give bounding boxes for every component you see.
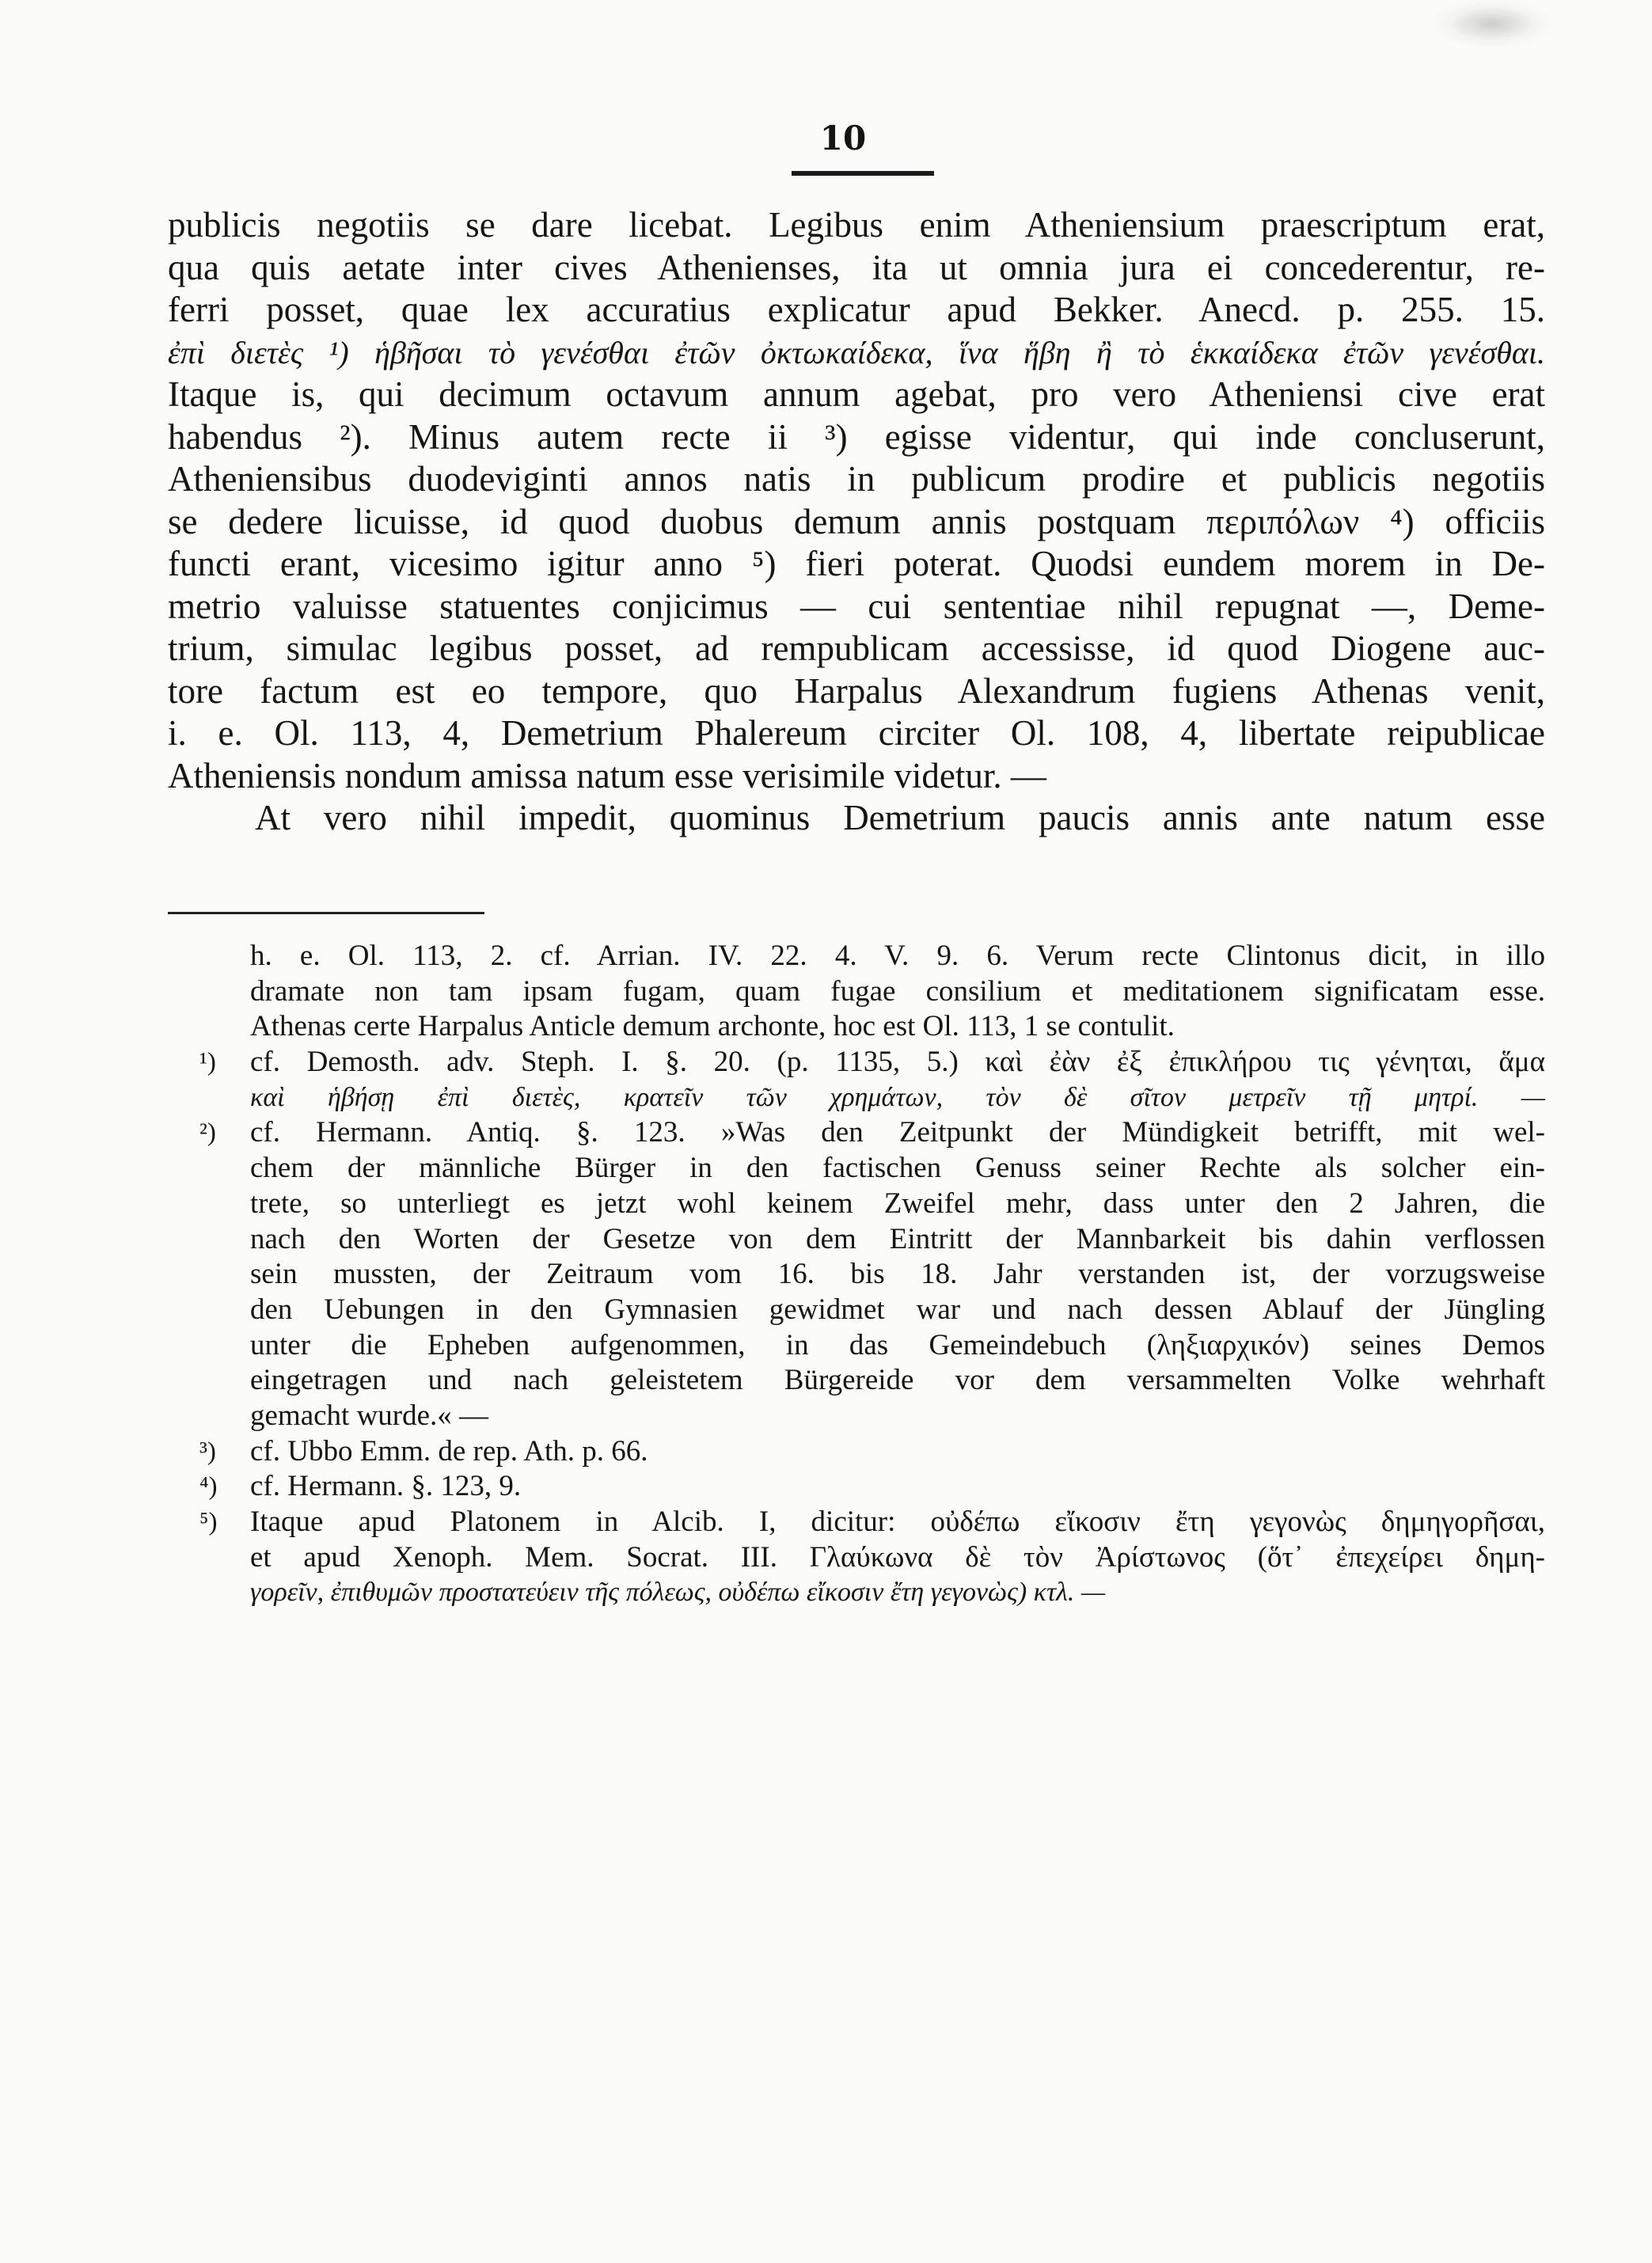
text-line: Atheniensis nondum amissa natum esse verisimile videtur. — — [168, 755, 1046, 795]
text-line: Itaque is, qui decimum octavum annum agebat, pro vero Atheniensi cive erat — [168, 374, 1545, 414]
text-line-greek: ἐπὶ διετὲς ¹) ἡβῆσαι τὸ γενέσθαι ἐτῶν ὀκτωκαίδεκα, ἵνα ἥβη ἢ τὸ ἑκκαίδεκα ἐτῶν γενέσθαι. — [168, 334, 1545, 370]
footnote-line — [168, 1045, 1545, 1080]
footnote-line — [168, 1434, 1545, 1470]
page-number: 10 — [819, 119, 867, 158]
footnote-text: cf. Hermann. §. 123, 9. — [250, 1470, 522, 1503]
ink-blot — [1433, 0, 1551, 47]
footnote-line: h. e. Ol. 113, 2. cf. Arrian. IV. 22. 4. V. 9. 6. Verum recte Clintonus dicit, in illo — [250, 940, 1545, 972]
footnote-marker: ⁵) — [199, 1508, 218, 1536]
text-line: habendus ²). Minus autem recte ii ³) egisse videntur, qui inde concluserunt, — [168, 416, 1545, 457]
footnote-line — [168, 1505, 1545, 1540]
footnote-marker: ¹) — [199, 1048, 216, 1077]
footnote-marker: ²) — [199, 1118, 216, 1148]
footnote-text: cf. Ubbo Emm. de rep. Ath. p. 66. — [250, 1434, 648, 1468]
footnote-line: eingetragen und nach geleistetem Bürgereide vor dem versammelten Volke wehrhaft — [250, 1364, 1545, 1397]
text-line: Atheniensibus duodeviginti annos natis in publicum prodire et publicis negotiis — [168, 459, 1545, 499]
footnote-line: chem der männliche Bürger in den factischen Genuss seiner Rechte als solcher ein- — [250, 1152, 1545, 1185]
text-line: publicis negotiis se dare licebat. Legibus enim Atheniensium praescriptum erat, — [168, 205, 1545, 245]
text-line: qua quis aetate inter cives Athenienses, ita ut omnia jura ei concederentur, re- — [168, 247, 1545, 287]
footnote-line-greek: γορεῖν, ἐπιθυμῶν προστατεύειν τῆς πόλεως, οὐδέπω εἴκοσιν ἔτη γεγονὼς) κτλ. — — [250, 1578, 1106, 1608]
text-line: i. e. Ol. 113, 4, Demetrium Phalereum circiter Ol. 108, 4, libertate reipublicae — [168, 713, 1545, 753]
text-line-paragraph-start: At vero nihil impedit, quominus Demetrium paucis annis ante natum esse — [255, 798, 1545, 837]
footnote-text: Itaque apud Platonem in Alcib. I, dicitur: οὐδέπω εἴκοσιν ἔτη γεγονὼς δημηγορῆσαι, — [250, 1506, 1545, 1538]
footnote-line: unter die Epheben aufgenommen, in das Gemeindebuch (ληξιαρχικόν) seines Demos — [250, 1328, 1545, 1361]
footnote-line — [168, 1469, 1545, 1505]
footnote-line: et apud Xenoph. Mem. Socrat. III. Γλαύκωνα δὲ τὸν Ἀρίστωνος (ὅτ᾽ ἐπεχείρει δημη- — [250, 1540, 1545, 1574]
footnote-separator — [168, 912, 484, 914]
text-line: tore factum est eo tempore, quo Harpalus Alexandrum fugiens Athenas venit, — [168, 670, 1545, 711]
footnote-line: den Uebungen in den Gymnasien gewidmet war und nach dessen Ablauf der Jüngling — [250, 1293, 1545, 1326]
footnote-line: nach den Worten der Gesetze von dem Eintritt der Mannbarkeit bis dahin verflossen — [250, 1222, 1545, 1255]
footnote-marker: ⁴) — [199, 1472, 218, 1502]
footnote-text: cf. Demosth. adv. Steph. I. §. 20. (p. 1135, 5.) καὶ ἐὰν ἐξ ἐπικλήρου τις γένηται, ἅμα — [250, 1046, 1545, 1079]
page-number-rule — [792, 171, 934, 176]
text-line: metrio valuisse statuentes conjicimus — cui sententiae nihil repugnat —, Deme- — [168, 586, 1545, 626]
text-line: trium, simulac legibus posset, ad rempublicam accessisse, id quod Diogene auc- — [168, 628, 1545, 668]
footnote-line: dramate non tam ipsam fugam, quam fugae consilium et meditationem significatam esse. — [250, 974, 1545, 1008]
footnote-line: trete, so unterliegt es jetzt wohl keinem Zweifel mehr, dass unter den 2 Jahren, die — [250, 1187, 1545, 1220]
footnote-line: gemacht wurde.« — — [250, 1399, 489, 1432]
text-line: functi erant, vicesimo igitur anno ⁵) fieri poterat. Quodsi eundem morem in De- — [168, 544, 1545, 583]
footnote-line: Athenas certe Harpalus Anticle demum archonte, hoc est Ol. 113, 1 se contulit. — [250, 1010, 1175, 1043]
footnote-line-greek: καὶ ἡβήσῃ ἐπὶ διετὲς, κρατεῖν τῶν χρημάτων, τὸν δὲ σῖτον μετρεῖν τῇ μητρί. — — [250, 1082, 1545, 1112]
main-text-block — [168, 204, 1545, 840]
footnote-line — [168, 1115, 1545, 1151]
footnote-line: sein mussten, der Zeitraum vom 16. bis 18. Jahr verstanden ist, der vorzugsweise — [250, 1258, 1545, 1291]
text-line: ferri posset, quae lex accuratius explicatur apud Bekker. Anecd. p. 255. 15. — [168, 290, 1545, 329]
text-line: se dedere licuisse, id quod duobus demum annis postquam περιπόλων ⁴) officiis — [168, 501, 1545, 541]
footnotes-block — [168, 939, 1545, 1611]
footnote-marker: ³) — [199, 1437, 216, 1466]
footnote-text: cf. Hermann. Antiq. §. 123. »Was den Zeitpunkt der Mündigkeit betrifft, mit wel- — [250, 1116, 1545, 1149]
